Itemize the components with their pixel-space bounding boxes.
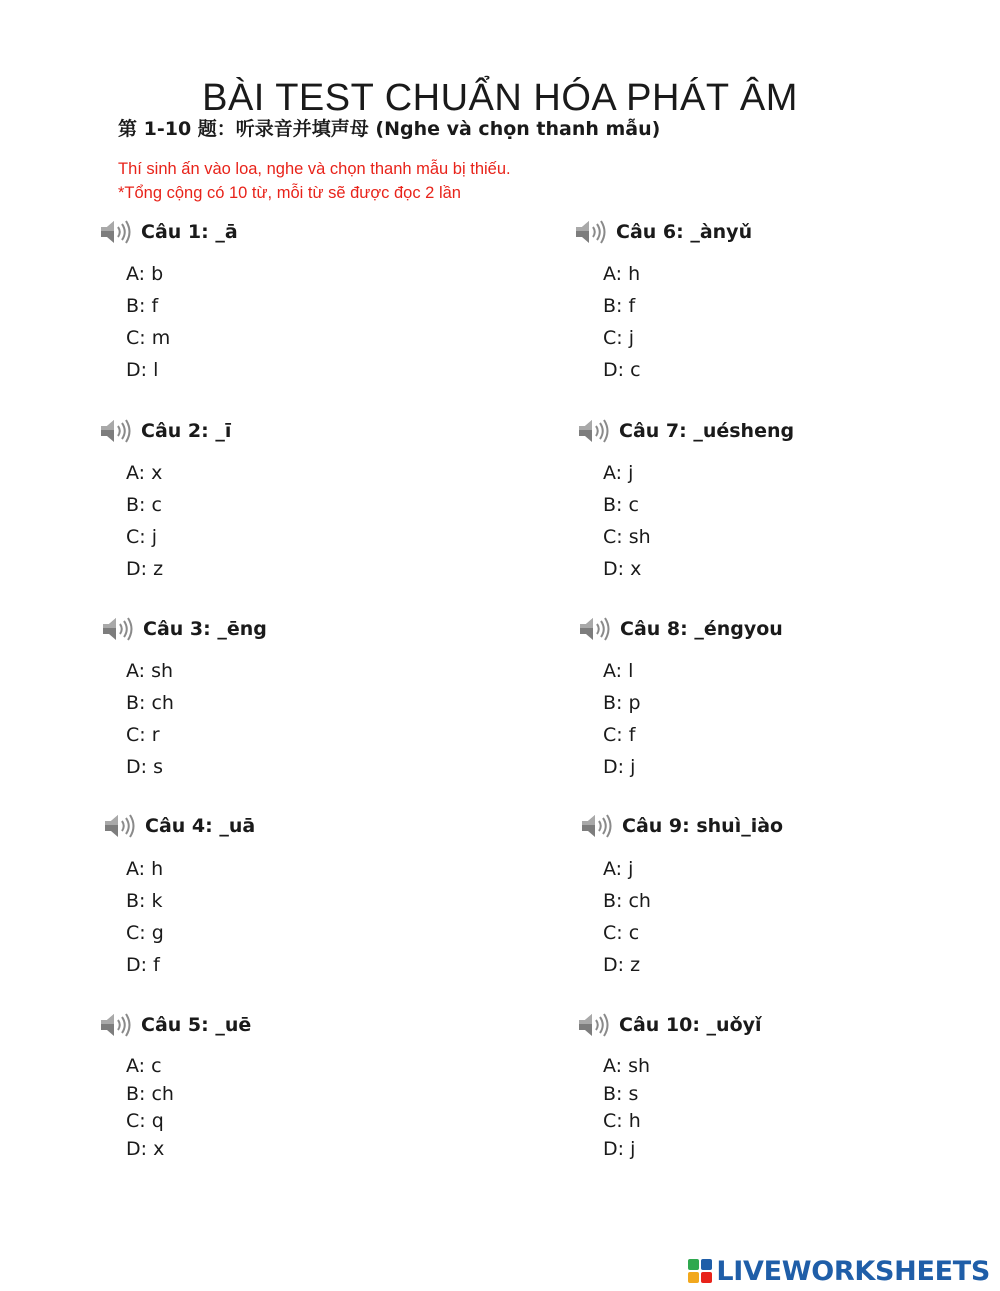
question-8-option-a[interactable]: A: l (603, 660, 634, 682)
speaker-icon[interactable] (580, 811, 614, 841)
question-4-option-c[interactable]: C: g (126, 922, 164, 944)
question-1-option-c[interactable]: C: m (126, 327, 171, 349)
question-6-option-b[interactable]: B: f (603, 295, 636, 317)
question-5-option-a[interactable]: A: c (126, 1055, 162, 1077)
speaker-icon[interactable] (577, 1010, 611, 1040)
question-4-label: Câu 4: _uā (145, 815, 256, 837)
question-10-header (577, 1010, 762, 1040)
question-8-options (603, 655, 641, 783)
speaker-icon[interactable] (101, 614, 135, 644)
question-8-option-c[interactable]: C: f (603, 724, 636, 746)
question-1-header (99, 217, 238, 247)
question-7-option-c[interactable]: C: sh (603, 526, 651, 548)
question-9-option-a[interactable]: A: j (603, 858, 634, 880)
question-2-option-a[interactable]: A: x (126, 462, 163, 484)
brand-blocks-icon (688, 1259, 712, 1283)
question-5-option-d[interactable]: D: x (126, 1137, 165, 1160)
question-6-options (603, 258, 641, 386)
question-2-option-c[interactable]: C: j (126, 526, 157, 548)
question-1-option-a[interactable]: A: b (126, 263, 164, 285)
question-3-options (126, 655, 174, 783)
question-2-option-b[interactable]: B: c (126, 494, 162, 516)
question-10-option-c[interactable]: C: h (603, 1110, 641, 1132)
question-3-option-c[interactable]: C: r (126, 724, 160, 746)
section-heading: 第 1-10 题：听录音并填声母 (Nghe và chọn thanh mẫu) (118, 118, 661, 140)
question-3-option-d[interactable]: D: s (126, 756, 163, 778)
instruction-line-2: *Tổng cộng có 10 từ, mỗi từ sẽ được đọc 2 lần (118, 184, 461, 202)
speaker-icon[interactable] (574, 217, 608, 247)
question-10-options (603, 1053, 650, 1163)
question-10-option-a[interactable]: A: sh (603, 1055, 651, 1077)
question-7-option-b[interactable]: B: c (603, 494, 639, 516)
instruction-line-1: Thí sinh ấn vào loa, nghe và chọn thanh mẫu bị thiếu. (118, 160, 511, 178)
question-6-option-a[interactable]: A: h (603, 263, 641, 285)
question-6-label: Câu 6: _ànyǔ (616, 221, 753, 243)
question-3-option-b[interactable]: B: ch (126, 692, 174, 714)
question-10-option-b[interactable]: B: s (603, 1082, 639, 1105)
question-7-option-d[interactable]: D: x (603, 558, 642, 580)
question-8-option-d[interactable]: D: j (603, 756, 636, 778)
question-6-option-d[interactable]: D: c (603, 359, 641, 381)
question-2-label: Câu 2: _ī (141, 420, 232, 442)
question-4-header (103, 811, 255, 841)
question-1-option-b[interactable]: B: f (126, 295, 159, 317)
question-10-label: Câu 10: _uǒyǐ (619, 1014, 762, 1036)
question-3-header (101, 614, 267, 644)
question-9-label: Câu 9: shuì_iào (622, 815, 784, 837)
question-7-options (603, 457, 651, 585)
speaker-icon[interactable] (99, 217, 133, 247)
question-8-option-b[interactable]: B: p (603, 692, 641, 714)
question-9-option-b[interactable]: B: ch (603, 890, 651, 912)
question-5-options (126, 1053, 174, 1163)
question-1-label: Câu 1: _ā (141, 221, 238, 243)
question-2-header (99, 416, 231, 446)
brand-logo (688, 1255, 990, 1287)
speaker-icon[interactable] (103, 811, 137, 841)
question-10-option-d[interactable]: D: j (603, 1137, 636, 1160)
question-6-option-c[interactable]: C: j (603, 327, 634, 349)
question-7-header (577, 416, 794, 446)
question-1-options (126, 258, 170, 386)
question-5-option-c[interactable]: C: q (126, 1110, 164, 1132)
question-8-header (578, 614, 783, 644)
question-3-option-a[interactable]: A: sh (126, 660, 174, 682)
question-4-option-d[interactable]: D: f (126, 954, 160, 976)
brand-text: LIVEWORKSHEETS (716, 1255, 990, 1287)
question-1-option-d[interactable]: D: l (126, 359, 159, 381)
speaker-icon[interactable] (578, 614, 612, 644)
question-6-header (574, 217, 752, 247)
question-5-label: Câu 5: _uē (141, 1014, 252, 1036)
question-9-header (580, 811, 783, 841)
page-title: BÀI TEST CHUẨN HÓA PHÁT ÂM (202, 77, 798, 120)
question-9-option-d[interactable]: D: z (603, 954, 641, 976)
speaker-icon[interactable] (577, 416, 611, 446)
question-9-options (603, 853, 651, 981)
question-9-option-c[interactable]: C: c (603, 922, 640, 944)
question-7-option-a[interactable]: A: j (603, 462, 634, 484)
speaker-icon[interactable] (99, 1010, 133, 1040)
question-4-option-a[interactable]: A: h (126, 858, 164, 880)
question-8-label: Câu 8: _éngyou (620, 618, 783, 640)
question-7-label: Câu 7: _uésheng (619, 420, 795, 442)
speaker-icon[interactable] (99, 416, 133, 446)
question-2-option-d[interactable]: D: z (126, 558, 164, 580)
question-2-options (126, 457, 163, 585)
question-5-option-b[interactable]: B: ch (126, 1082, 174, 1105)
question-5-header (99, 1010, 251, 1040)
question-4-options (126, 853, 164, 981)
question-3-label: Câu 3: _ēng (143, 618, 267, 640)
question-4-option-b[interactable]: B: k (126, 890, 163, 912)
